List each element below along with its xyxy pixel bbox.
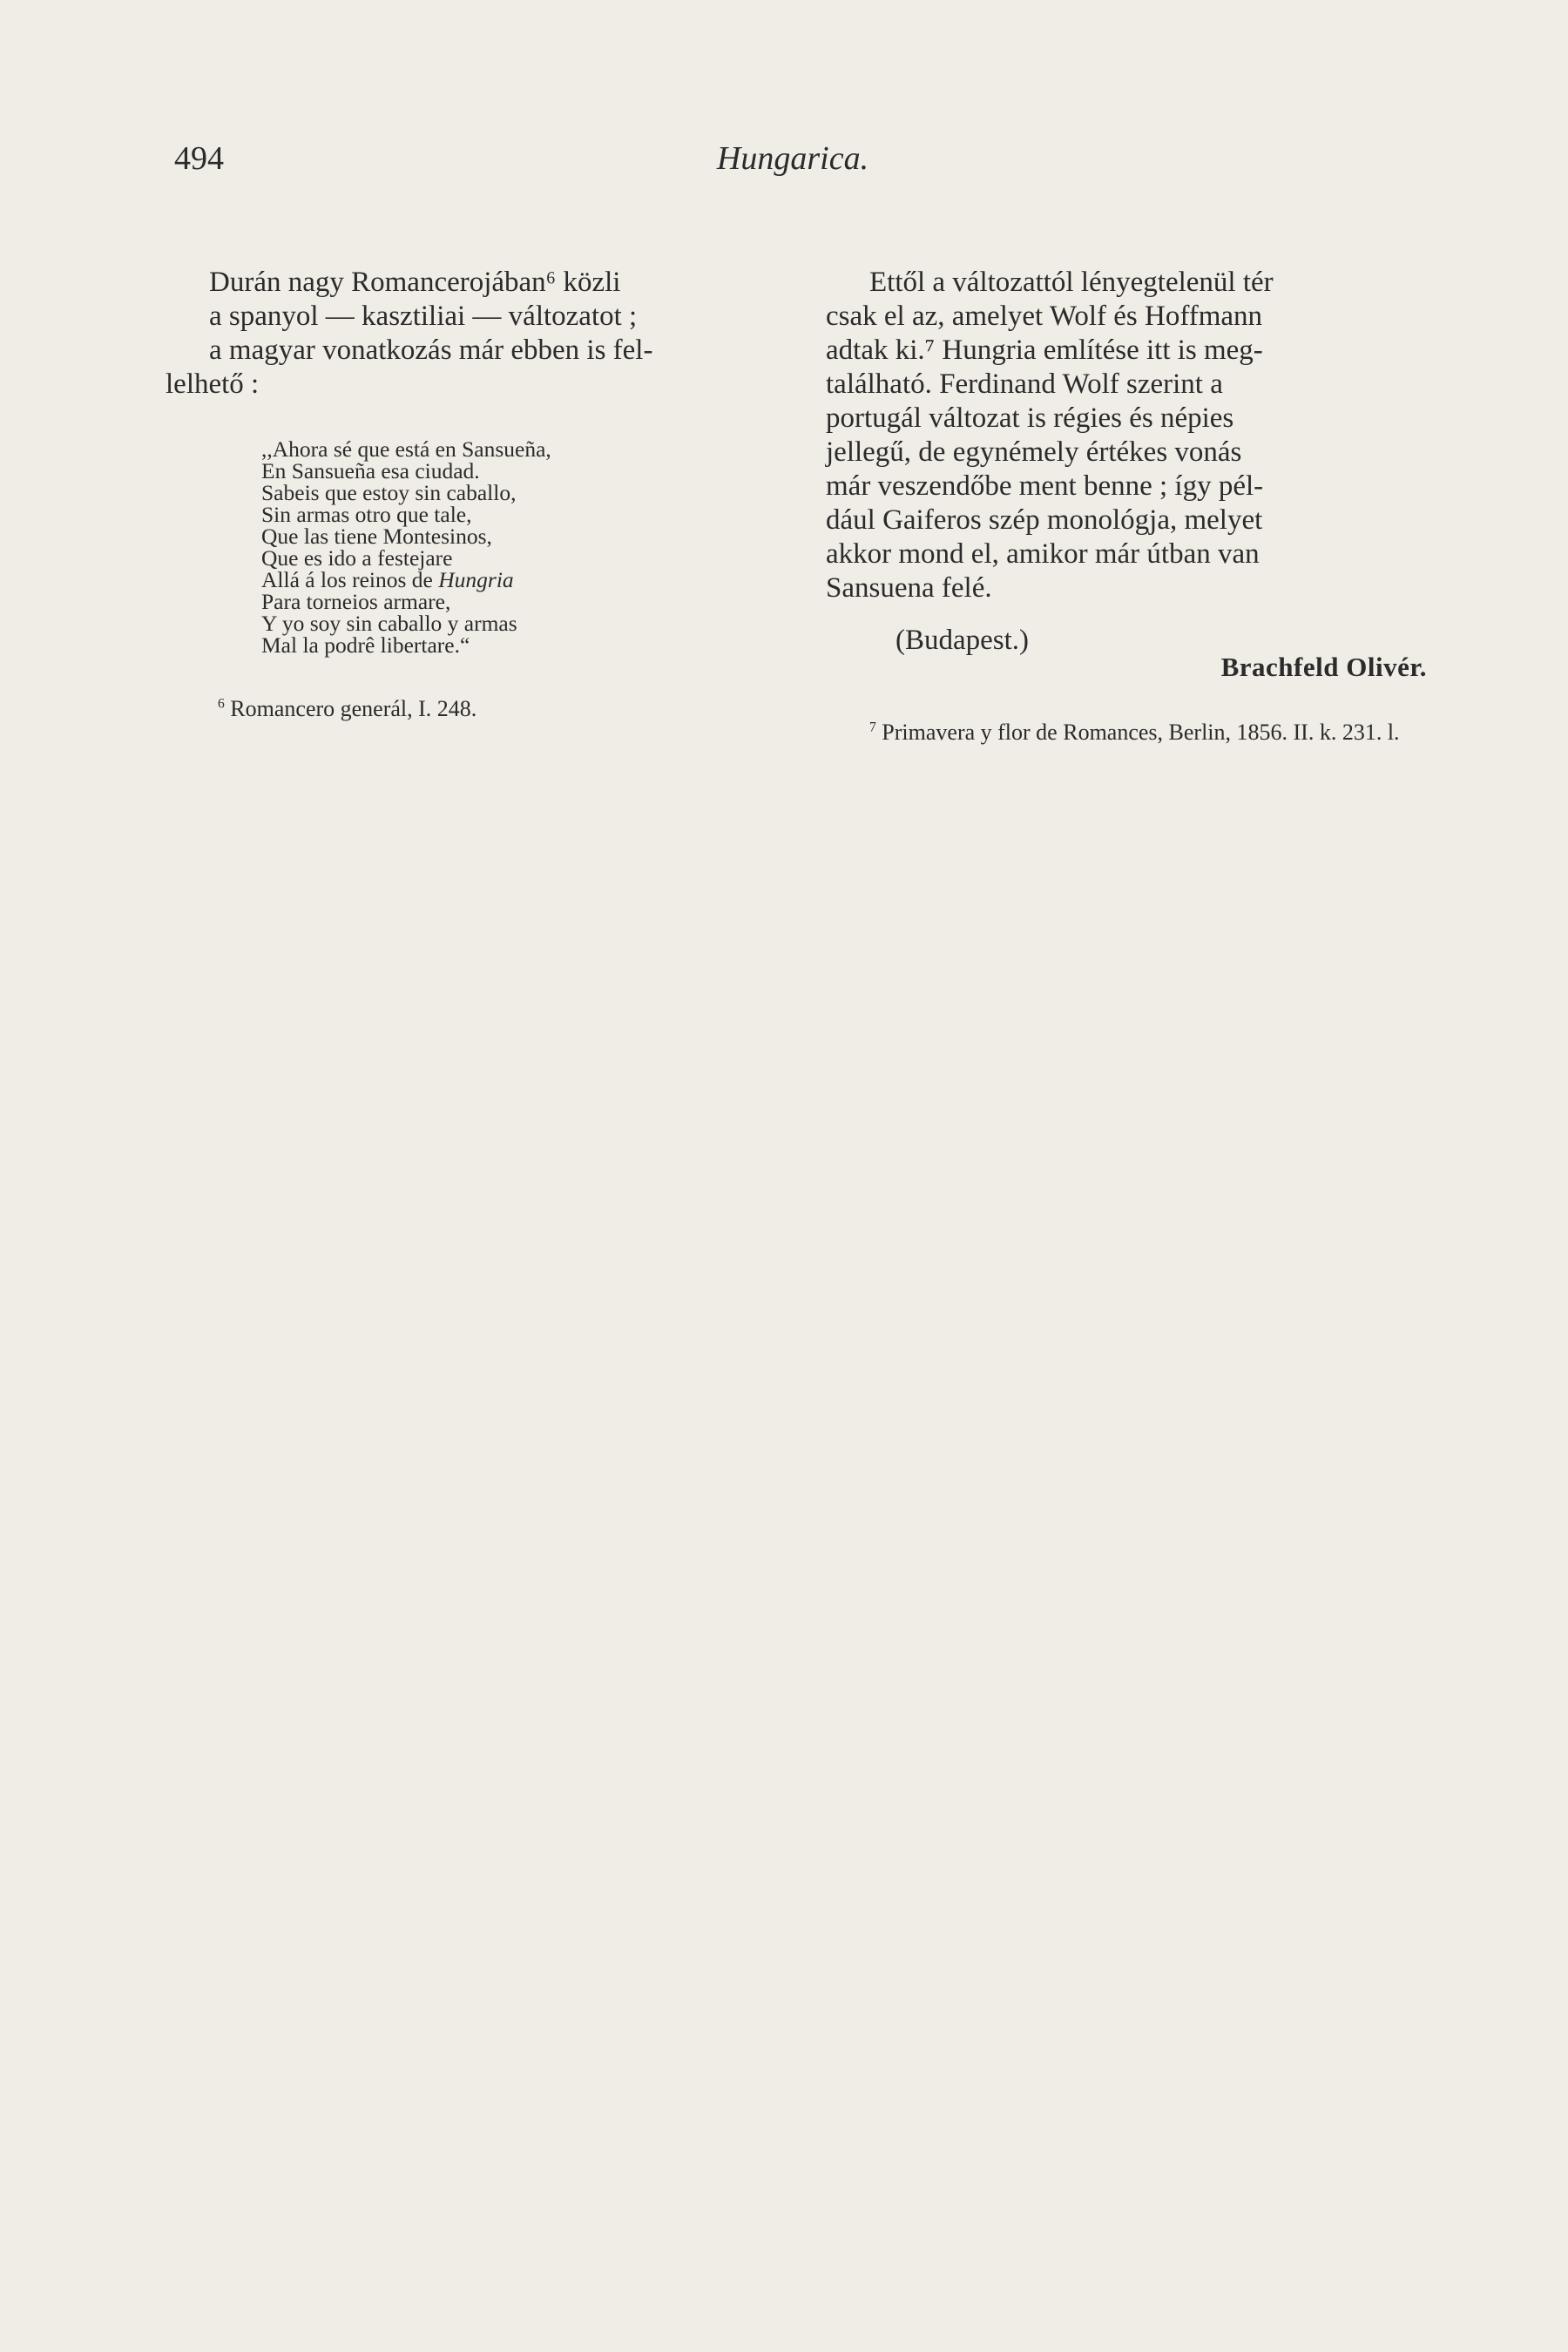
paragraph-line: jellegű, de egynémely értékes vonás (826, 436, 1242, 468)
left-column (166, 266, 793, 721)
paragraph-line: a magyar vonatkozás már ebben is fel- (209, 335, 653, 366)
paragraph-line: akkor mond el, amikor már útban van (826, 538, 1260, 570)
poem-line: Mal la podrê libertare.“ (261, 632, 470, 658)
page-number: 494 (174, 140, 224, 177)
paragraph-line: Ettől a változattól lényegtelenül tér (869, 267, 1274, 298)
running-head (166, 139, 1420, 192)
paragraph-line: a spanyol — kasztiliai — változatot ; (209, 301, 638, 332)
right-column (826, 266, 1427, 745)
footnote-text: Romancero generál, I. 248. (230, 696, 477, 721)
poem-line: Sabeis que estoy sin caballo, (261, 480, 517, 505)
paragraph-line: Sansuena felé. (826, 572, 992, 604)
paragraph-line: Durán nagy Romancerojában⁶ közli (209, 267, 621, 298)
quoted-poem (261, 438, 793, 656)
paragraph-line: található. Ferdinand Wolf szerint a (826, 368, 1223, 400)
paragraph-line: dául Gaiferos szép monológja, melyet (826, 504, 1263, 536)
poem-line: En Sansueña esa ciudad. (261, 458, 480, 483)
poem-line: Para torneios armare, (261, 589, 451, 614)
paragraph-line: portugál változat is régies és népies (826, 402, 1234, 434)
place-note: (Budapest.) (896, 625, 1030, 656)
paragraph-line: csak el az, amelyet Wolf és Hoffmann (826, 301, 1263, 332)
paragraph-line: adtak ki.⁷ Hungria említése itt is meg- (826, 335, 1263, 366)
paragraph-line: lelhető : (166, 368, 260, 400)
footnote-7 (826, 720, 1427, 745)
footnote-text: Primavera y flor de Romances, Berlin, 1856. II. k. 231. l. (882, 720, 1400, 745)
intro-paragraph (166, 266, 793, 402)
poem-line: Que las tiene Montesinos, (261, 524, 492, 549)
author-signature: Brachfeld Olivér. (1220, 652, 1427, 682)
poem-line: ,,Ahora sé que está en Sansueña, (261, 436, 551, 462)
footnote-6 (166, 696, 793, 721)
poem-line (261, 569, 793, 591)
footnote-marker: 6 (218, 696, 225, 712)
poem-line: Y yo soy sin caballo y armas (261, 611, 517, 636)
footnote-marker: 7 (869, 720, 876, 735)
poem-line-text: Allá á los reinos de (261, 567, 439, 592)
poem-italic-word: Hungria (438, 567, 514, 592)
poem-line: Sin armas otro que tale, (261, 502, 472, 527)
poem-line: Que es ido a festejare (261, 545, 453, 571)
journal-title: Hungarica. (716, 140, 869, 177)
paragraph-line: már veszendőbe ment benne ; így pél- (826, 470, 1264, 502)
main-paragraph (826, 266, 1427, 605)
